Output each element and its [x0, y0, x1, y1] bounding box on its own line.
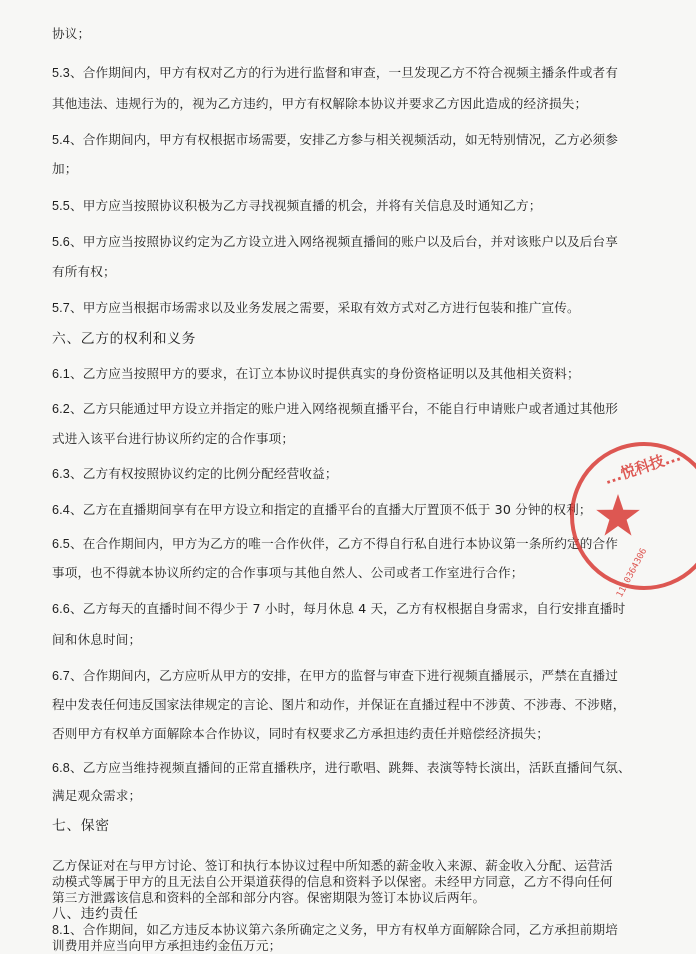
confidentiality-text: 乙方保证对在与甲方讨论、签订和执行本协议过程中所知悉的薪金收入来源、薪金收入分配、运营活	[52, 858, 613, 873]
clause-5-6: 5.6、甲方应当按照协议约定为乙方设立进入网络视频直播间的账户以及后台，并对该账户以及后台享	[52, 234, 618, 249]
clause-5-4: 5.4、合作期间内，甲方有权根据市场需要，安排乙方参与相关视频活动，如无特别情况，乙方必须参	[52, 132, 618, 147]
text-line: 间和休息时间；	[52, 632, 142, 647]
text-line: 其他违法、违规行为的，视为乙方违约，甲方有权解除本协议并要求乙方因此造成的经济损失；	[52, 96, 588, 111]
text-line: 满足观众需求；	[52, 788, 142, 803]
text-line: 式进入该平台进行协议所约定的合作事项；	[52, 431, 295, 446]
clause-6-4: 6.4、乙方在直播期间享有在甲方设立和指定的直播平台的直播大厅置顶不低于 30 分钟的权利；	[52, 502, 592, 517]
clause-6-2: 6.2、乙方只能通过甲方设立并指定的账户进入网络视频直播平台，不能自行申请账户或者通过其他形	[52, 401, 618, 416]
clause-6-3: 6.3、乙方有权按照协议约定的比例分配经营收益；	[52, 466, 338, 481]
section-heading-8: 八、违约责任	[52, 906, 139, 922]
section-heading-7: 七、保密	[52, 818, 110, 834]
clause-5-3: 5.3、合作期间内，甲方有权对乙方的行为进行监督和审查，一旦发现乙方不符合视频主播条件或者有	[52, 65, 618, 80]
seal-star-icon	[596, 494, 640, 536]
confidentiality-text: 第三方泄露该信息和资料的全部和部分内容。保密期限为签订本协议后两年。	[52, 890, 486, 905]
offscreen-continuation	[0, 858, 644, 954]
text-line: 程中发表任何违反国家法律规定的言论、图片和动作，并保证在直播过程中不涉黄、不涉毒、不涉赌，	[52, 697, 626, 712]
text-line: 协议；	[52, 26, 91, 41]
clause-8-1: 8.1、合作期间，如乙方违反本协议第六条所确定之义务，甲方有权单方面解除合同，乙方承担前期培	[52, 922, 618, 937]
text-line: 有所有权；	[52, 264, 116, 279]
confidentiality-text: 动模式等属于甲方的且无法自公开渠道获得的信息和资料予以保密。未经甲方同意，乙方不得向任何	[52, 874, 613, 889]
text-line: 加；	[52, 161, 78, 176]
clause-6-6: 6.6、乙方每天的直播时间不得少于 7 小时，每月休息 4 天，乙方有权根据自身需求，自行安排直播时	[52, 601, 626, 616]
clause-6-1: 6.1、乙方应当按照甲方的要求，在订立本协议时提供真实的身份资格证明以及其他相关资料；	[52, 366, 580, 381]
company-seal-stamp	[556, 436, 683, 600]
clause-6-5: 6.5、在合作期间内，甲方为乙方的唯一合作伙伴，乙方不得自行私自进行本协议第一条所约定的合作	[52, 536, 618, 551]
text-line: 否则甲方有权单方面解除本合作协议，同时有权要求乙方承担违约责任并赔偿经济损失；	[52, 726, 550, 741]
clause-5-5: 5.5、甲方应当按照协议积极为乙方寻找视频直播的机会，并将有关信息及时通知乙方；	[52, 198, 542, 213]
seal-code: 1110364306	[615, 546, 650, 600]
seal-text: ...悦科技...	[602, 446, 683, 489]
section-heading-6: 六、乙方的权利和义务	[52, 331, 196, 347]
text-line: 训费用并应当向甲方承担违约金伍万元；	[52, 938, 282, 953]
clause-6-8: 6.8、乙方应当维持视频直播间的正常直播秩序，进行歌唱、跳舞、表演等特长演出，活跃直播间气氛、	[52, 760, 631, 775]
clause-5-7: 5.7、甲方应当根据市场需求以及业务发展之需要，采取有效方式对乙方进行包装和推广宣传。	[52, 300, 580, 315]
text-line: 事项，也不得就本协议所约定的合作事项与其他自然人、公司或者工作室进行合作；	[52, 565, 524, 580]
clause-6-7: 6.7、合作期间内，乙方应听从甲方的安排，在甲方的监督与审查下进行视频直播展示，严禁在直播过	[52, 668, 618, 683]
